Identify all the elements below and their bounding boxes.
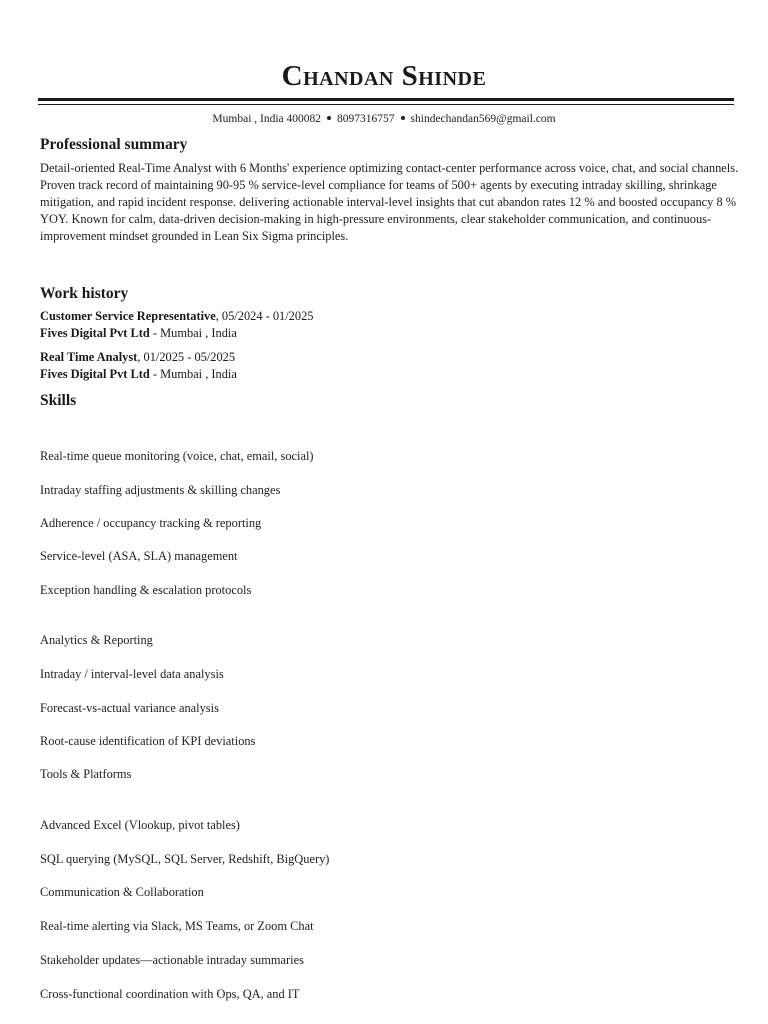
skill-item: Tools & Platforms xyxy=(40,767,132,781)
job-title: Real Time Analyst xyxy=(40,350,138,364)
contact-line xyxy=(0,113,768,125)
skill-item: Communication & Collaboration xyxy=(40,885,204,899)
bullet-separator-icon xyxy=(401,116,405,120)
skill-item: SQL querying (MySQL, SQL Server, Redshift, BigQuery) xyxy=(40,852,330,866)
job-company-line xyxy=(40,367,237,382)
header-rule-thin xyxy=(38,104,734,105)
candidate-name: Chandan Shinde xyxy=(281,60,487,92)
skill-item: Exception handling & escalation protocols xyxy=(40,583,252,597)
skill-item: Real-time queue monitoring (voice, chat, email, social) xyxy=(40,449,314,463)
job-company: Fives Digital Pvt Ltd xyxy=(40,326,150,340)
job-title-line xyxy=(40,350,235,365)
skill-item: Stakeholder updates—actionable intraday summaries xyxy=(40,953,304,967)
job-location: - Mumbai , India xyxy=(149,367,237,381)
job-location: - Mumbai , India xyxy=(149,326,237,340)
skill-item: Forecast-vs-actual variance analysis xyxy=(40,701,219,715)
contact-email[interactable]: shindechandan569@gmail.com xyxy=(410,113,556,125)
summary-text: Detail-oriented Real-Time Analyst with 6 Months' experience optimizing contact-center performance across voice, chat, and social channels. Proven track record of maintaining 90-95 % service-level compliance for teams of 500+ agents by executing intraday skilling, shrinkage mitigation, and rapid incident response. delivering actionable interval-level insights that cut abandon rates 12 % and boosted occupancy 8 % YOY. Known for calm, data-driven decision-making in high-pressure environments, clear stakeholder communication, and continuous-improvement mindset grounded in Lean Six Sigma principles. xyxy=(40,161,739,243)
job-company: Fives Digital Pvt Ltd xyxy=(40,367,150,381)
work-history-heading: Work history xyxy=(40,285,129,302)
job-title-line xyxy=(40,309,313,324)
job-dates: , 05/2024 - 01/2025 xyxy=(215,309,314,323)
skills-heading: Skills xyxy=(40,392,77,409)
skill-item: Adherence / occupancy tracking & reporting xyxy=(40,516,262,530)
job-title: Customer Service Representative xyxy=(40,309,216,323)
job-dates: , 01/2025 - 05/2025 xyxy=(137,350,236,364)
contact-phone: 8097316757 xyxy=(337,113,395,125)
skill-item: Cross-functional coordination with Ops, QA, and IT xyxy=(40,987,300,1001)
skill-item: Root-cause identification of KPI deviations xyxy=(40,734,256,748)
skill-item: Service-level (ASA, SLA) management xyxy=(40,549,238,563)
skill-item: Analytics & Reporting xyxy=(40,633,153,647)
header-rule-thick xyxy=(38,98,734,101)
bullet-separator-icon xyxy=(327,116,331,120)
summary-heading: Professional summary xyxy=(40,136,188,153)
job-company-line xyxy=(40,326,237,341)
skill-item: Intraday / interval-level data analysis xyxy=(40,667,224,681)
skill-item: Advanced Excel (Vlookup, pivot tables) xyxy=(40,818,240,832)
skill-item: Real-time alerting via Slack, MS Teams, or Zoom Chat xyxy=(40,919,314,933)
contact-location: Mumbai , India 400082 xyxy=(212,113,322,125)
skill-item: Intraday staffing adjustments & skilling changes xyxy=(40,483,281,497)
